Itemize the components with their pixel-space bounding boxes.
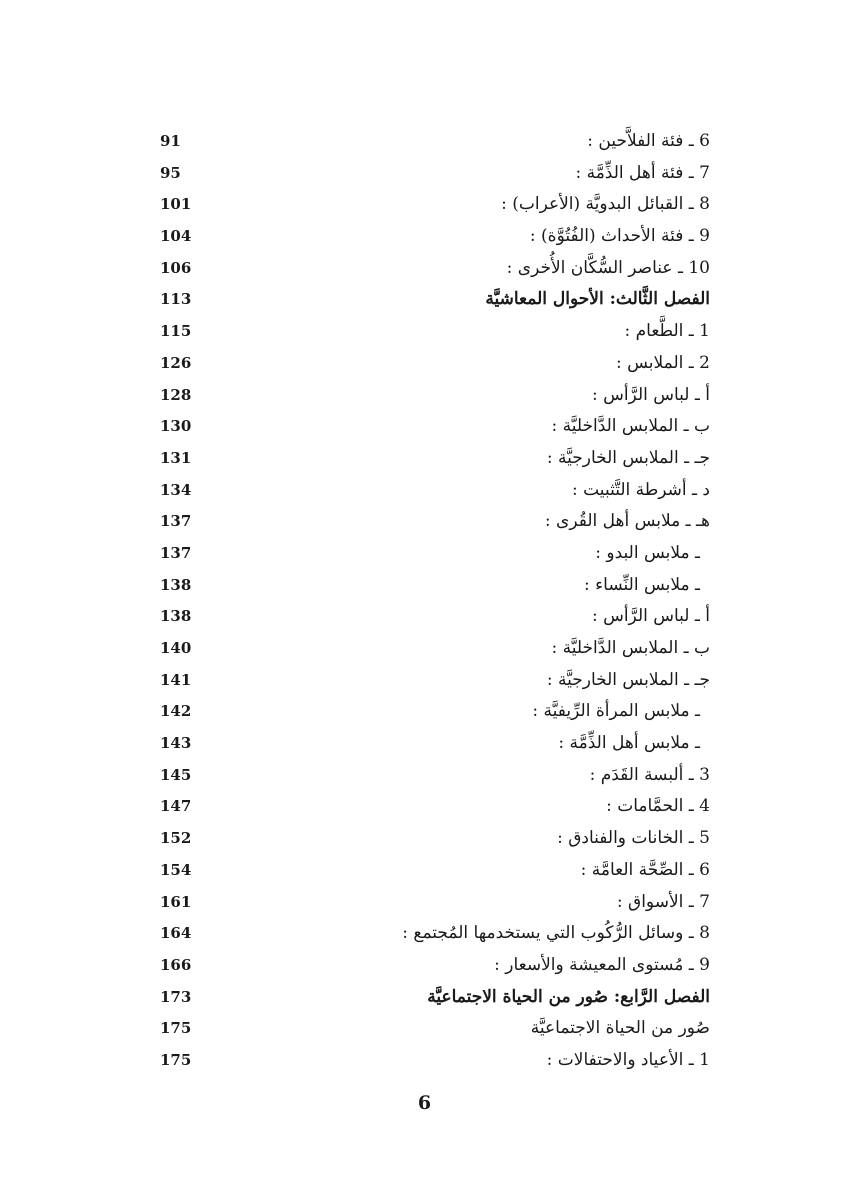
toc-entry-page: 173: [160, 987, 192, 1006]
toc-entry: [150, 950, 710, 982]
toc-entry-title: 5 ـ الخانات والفنادق :: [557, 828, 710, 849]
toc-entry-title: 6 ـ الصِّحَّة العامَّة :: [580, 859, 710, 880]
toc-entry-title: الفصل الرَّابع: صُور من الحياة الاجتماعيَّة: [427, 986, 710, 1007]
toc-entry: [150, 823, 710, 855]
toc-entry: [150, 475, 710, 507]
toc-entry: [150, 918, 710, 950]
toc-entry-page: 91: [160, 132, 181, 150]
toc-entry: [150, 760, 710, 792]
toc-entry: [150, 633, 710, 665]
toc-entry-title: جـ ـ الملابس الخارجيَّة :: [546, 669, 710, 690]
toc-entry-page: 113: [160, 290, 192, 309]
toc-entry-page: 104: [160, 227, 192, 246]
toc-entry-title: ـ ملابس البدو :: [595, 542, 700, 563]
toc-entry-page: 138: [160, 575, 192, 594]
toc-entry-title: 8 ـ وسائل الرُّكُوب التي يستخدمها المُجتمع :: [402, 923, 710, 944]
toc-entry: [150, 126, 710, 158]
toc-entry: [150, 665, 710, 697]
toc-entry-page: 143: [160, 734, 192, 753]
toc-entry-page: 137: [160, 512, 192, 531]
toc-entry: [150, 348, 710, 380]
toc-entry-page: 154: [160, 860, 192, 879]
toc-entry-page: 141: [160, 670, 192, 689]
toc-entry-page: 161: [160, 892, 192, 911]
toc-entry-page: 138: [160, 607, 192, 626]
toc-entry: [150, 506, 710, 538]
toc-entry: [150, 696, 710, 728]
toc-entry-page: 166: [160, 955, 192, 974]
toc-entry-title: 1 ـ الطَّعام :: [624, 321, 710, 342]
toc-entry: [150, 158, 710, 190]
toc-entry-page: 134: [160, 480, 192, 499]
toc-entry: [150, 1013, 710, 1045]
toc-entry: [150, 887, 710, 919]
toc-entry: [150, 601, 710, 633]
toc-entry-title: 10 ـ عناصر السُّكَّان الأُخرى :: [506, 257, 710, 278]
toc-entry-page: 101: [160, 195, 192, 214]
toc-entry-page: 126: [160, 353, 192, 372]
toc-entry-title: ب ـ الملابس الدَّاخليَّة :: [551, 416, 710, 437]
toc-entry: [150, 855, 710, 887]
toc-entry-page: 164: [160, 924, 192, 943]
toc-entry-title: جـ ـ الملابس الخارجيَّة :: [546, 447, 710, 468]
toc-entry-page: 95: [160, 163, 181, 182]
toc-entry-title: 9 ـ فئة الأحداث (الفُتُوَّة) :: [529, 226, 710, 247]
toc-entry-title: ـ ملابس المرأة الرِّيفيَّة :: [532, 701, 700, 722]
toc-entry-title: هـ ـ ملابس أهل القُرى :: [544, 511, 710, 532]
toc-entry-page: 130: [160, 417, 192, 436]
table-of-contents: [150, 126, 710, 1077]
toc-entry: [150, 538, 710, 570]
toc-entry-title: 7 ـ فئة أهل الذِّمَّة :: [575, 162, 710, 183]
toc-entry-page: 142: [160, 702, 192, 721]
toc-entry-title: 2 ـ الملابس :: [615, 352, 710, 373]
toc-chapter-heading: [150, 982, 710, 1014]
toc-entry-title: أ ـ لباس الرَّأس :: [591, 606, 710, 627]
toc-entry-title: د ـ أشرطة التَّثبيت :: [571, 479, 710, 500]
toc-entry-page: 115: [160, 322, 192, 341]
toc-entry: [150, 728, 710, 760]
toc-entry-page: 140: [160, 639, 192, 657]
toc-entry-page: 137: [160, 543, 192, 562]
toc-entry-title: ـ ملابس أهل الذِّمَّة :: [558, 733, 700, 754]
toc-entry-title: أ ـ لباس الرَّأس :: [591, 384, 710, 405]
toc-entry: [150, 316, 710, 348]
toc-entry-title: الفصل الثَّالث: الأحوال المعاشيَّة: [485, 289, 710, 310]
toc-entry-page: 147: [160, 797, 192, 816]
toc-entry: [150, 1045, 710, 1077]
toc-entry: [150, 443, 710, 475]
toc-entry-title: 9 ـ مُستوى المعيشة والأسعار :: [494, 954, 710, 975]
toc-entry: [150, 221, 710, 253]
toc-entry: [150, 791, 710, 823]
toc-entry-page: 175: [160, 1019, 192, 1038]
toc-entry: [150, 411, 710, 443]
toc-entry: [150, 189, 710, 221]
toc-entry: [150, 380, 710, 412]
toc-entry-title: ـ ملابس النِّساء :: [584, 574, 700, 595]
toc-entry-page: 106: [160, 258, 192, 277]
toc-entry-title: 6 ـ فئة الفلاَّحين :: [587, 131, 710, 151]
toc-entry-page: 128: [160, 385, 192, 404]
toc-entry-title: 3 ـ ألبسة القَدَم :: [589, 764, 710, 785]
page-number: 6: [417, 1092, 432, 1114]
toc-entry-title: 4 ـ الحمَّامات :: [606, 796, 710, 817]
toc-entry-page: 131: [160, 448, 192, 467]
toc-chapter-heading: [150, 284, 710, 316]
toc-entry-page: 152: [160, 829, 192, 848]
toc-entry-title: ب ـ الملابس الدَّاخليَّة :: [551, 638, 710, 658]
toc-entry-title: صُور من الحياة الاجتماعيَّة: [530, 1018, 710, 1039]
toc-entry-page: 175: [160, 1050, 192, 1069]
toc-entry-title: 7 ـ الأسواق :: [616, 891, 710, 912]
toc-entry: [150, 253, 710, 285]
toc-entry: [150, 570, 710, 602]
toc-entry-title: 1 ـ الأعياد والاحتفالات :: [546, 1049, 710, 1070]
toc-entry-title: 8 ـ القبائل البدويَّة (الأعراب) :: [501, 194, 710, 215]
toc-entry-page: 145: [160, 765, 192, 784]
